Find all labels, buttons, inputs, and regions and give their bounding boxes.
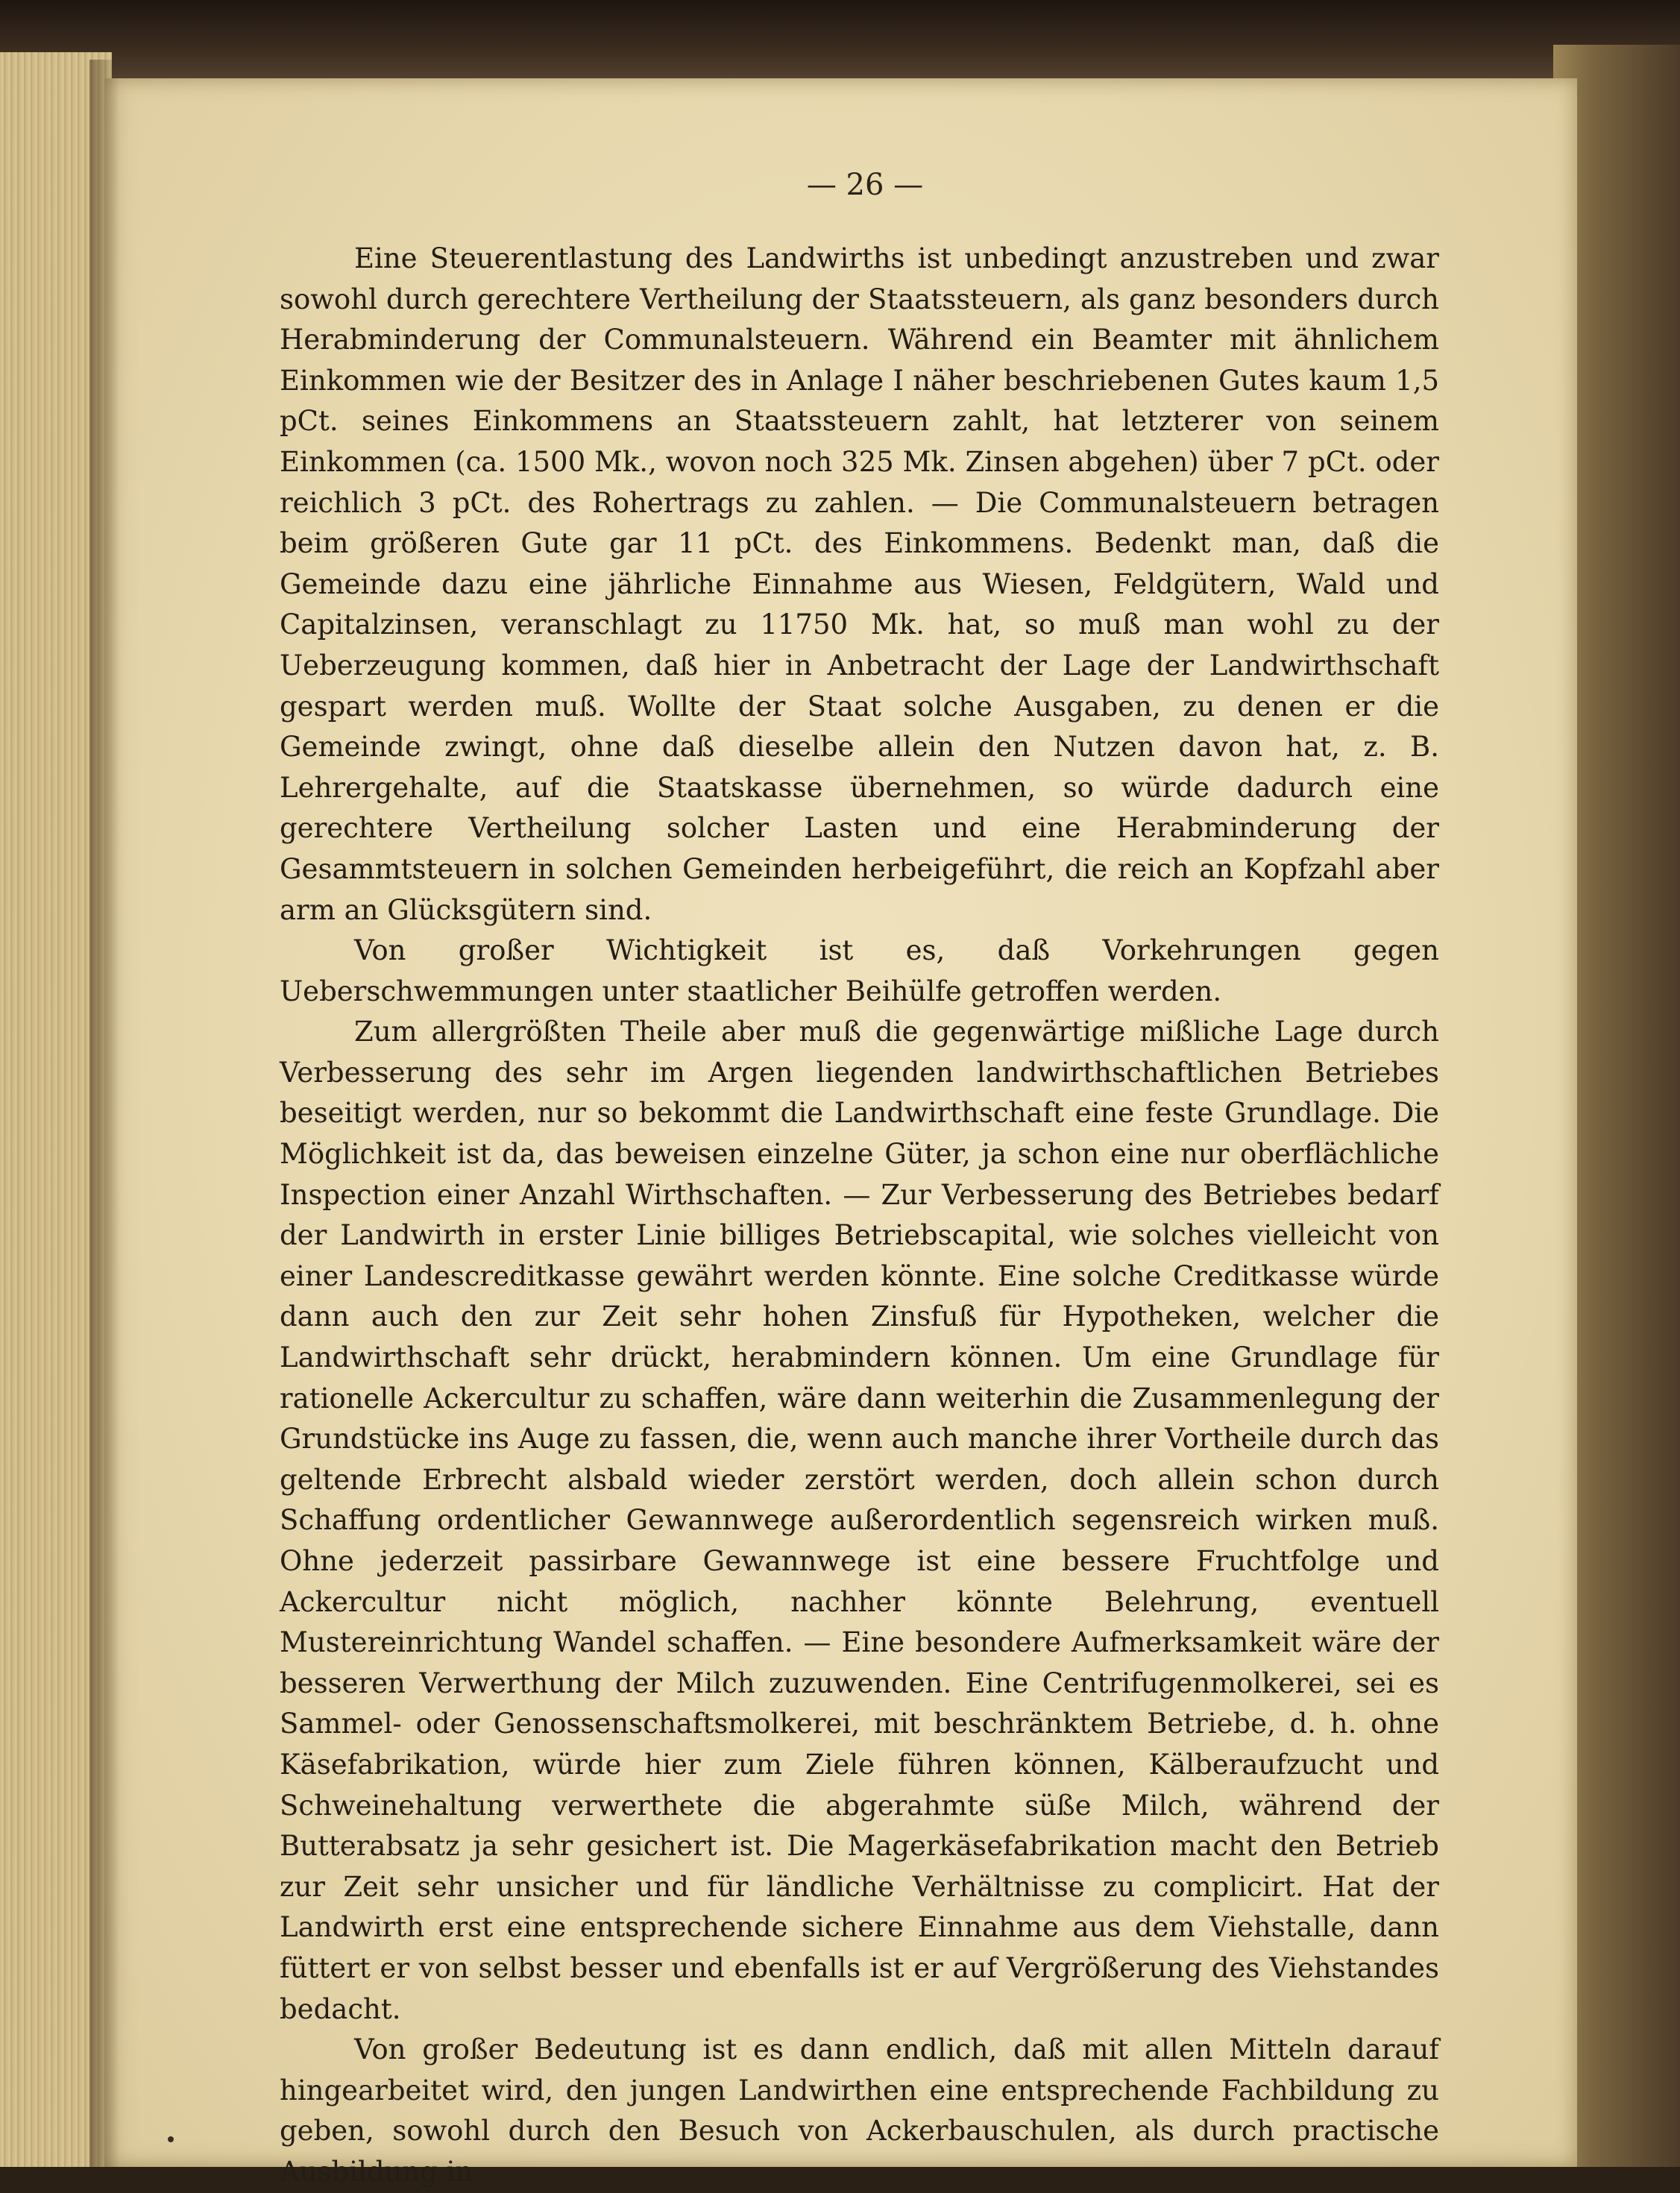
book-cover-top-edge: [0, 0, 1680, 88]
body-text: [280, 239, 1439, 2193]
gutter-shadow: [89, 60, 119, 2167]
paragraph-education: Von großer Bedeutung ist es dann endlich, daß mit allen Mitteln darauf hingearbeitet wird, den jungen Landwirthen eine entsprechende Fachbildung zu geben, sowohl durch den Besuch von Ackerbauschulen, als durch practische Ausbildung in: [280, 2033, 1439, 2188]
paragraph-flood-protection: Von großer Wichtigkeit ist es, daß Vorkehrungen gegen Ueberschwemmungen unter staatlicher Beihülfe getroffen werden.: [280, 934, 1439, 1007]
page-number: — 26 —: [806, 168, 924, 202]
paper-speck: [168, 2136, 174, 2142]
paragraph-farm-improvement: Zum allergrößten Theile aber muß die gegenwärtige mißliche Lage durch Verbesserung des sehr im Argen liegenden landwirthschaftlichen Betriebes beseitigt werden, nur so bekommt die Landwirthschaft eine feste Grundlage. Die Möglichkeit ist da, das beweisen einzelne Güter, ja schon eine nur oberflächliche Inspection einer Anzahl Wirthschaften. — Zur Verbesserung des Betriebes bedarf der Landwirth in erster Linie billiges Betriebscapital, wie solches vielleicht von einer Landescreditkasse gewährt werden könnte. Eine solche Creditkasse würde dann auch den zur Zeit sehr hohen Zinsfuß für Hypotheken, welcher die Landwirthschaft sehr drückt, herabmindern können. Um eine Grundlage für rationelle Ackercultur zu schaffen, wäre dann weiterhin die Zusammenlegung der Grundstücke ins Auge zu fassen, die, wenn auch manche ihrer Vortheile durch das geltende Erbrecht alsbald wieder zerstört werden, doch allein schon durch Schaffung ordentlicher Gewannwege außerordentlich segensreich wirken muß. Ohne jederzeit passirbare Gewannwege ist eine bessere Fruchtfolge und Ackercultur nicht möglich, nachher könnte Belehrung, eventuell Mustereinrichtung Wandel schaffen. — Eine besondere Aufmerksamkeit wäre der besseren Verwerthung der Milch zuzuwenden. Eine Centrifugenmolkerei, sei es Sammel- oder Genossenschaftsmolkerei, mit beschränktem Betriebe, d. h. ohne Käsefabrikation, würde hier zum Ziele führen können, Kälberaufzucht und Schweinehaltung verwerthete die abgerahmte süße Milch, während der Butterabsatz ja sehr gesichert ist. Die Magerkäsefabrikation macht den Betrieb zur Zeit sehr unsicher und für ländliche Verhältnisse zu complicirt. Hat der Landwirth erst eine entsprechende sichere Einnahme aus dem Viehstalle, dann füttert er von selbst besser und ebenfalls ist er auf Vergrößerung des Viehstandes bedacht.: [280, 1016, 1439, 2025]
paragraph-tax-relief: Eine Steuerentlastung des Landwirths ist unbedingt anzustreben und zwar sowohl durch gerechtere Vertheilung der Staatssteuern, als ganz besonders durch Herabminderung der Communalsteuern. Während ein Beamter mit ähnlichem Einkommen wie der Besitzer des in Anlage I näher beschriebenen Gutes kaum 1,5 pCt. seines Einkommens an Staatssteuern zahlt, hat letzterer von seinem Einkommen (ca. 1500 Mk., wovon noch 325 Mk. Zinsen abgehen) über 7 pCt. oder reichlich 3 pCt. des Rohertrags zu zahlen. — Die Communalsteuern betragen beim größeren Gute gar 11 pCt. des Einkommens. Bedenkt man, daß die Gemeinde dazu eine jährliche Einnahme aus Wiesen, Feldgütern, Wald und Capitalzinsen, veranschlagt zu 11750 Mk. hat, so muß man wohl zu der Ueberzeugung kommen, daß hier in Anbetracht der Lage der Landwirthschaft gespart werden muß. Wollte der Staat solche Ausgaben, zu denen er die Gemeinde zwingt, ohne daß dieselbe allein den Nutzen davon hat, z. B. Lehrergehalte, auf die Staatskasse übernehmen, so würde dadurch eine gerechtere Vertheilung solcher Lasten und eine Herabminderung der Gesammtsteuern in solchen Gemeinden herbeigeführt, die reich an Kopfzahl aber arm an Glücksgütern sind.: [280, 242, 1439, 926]
